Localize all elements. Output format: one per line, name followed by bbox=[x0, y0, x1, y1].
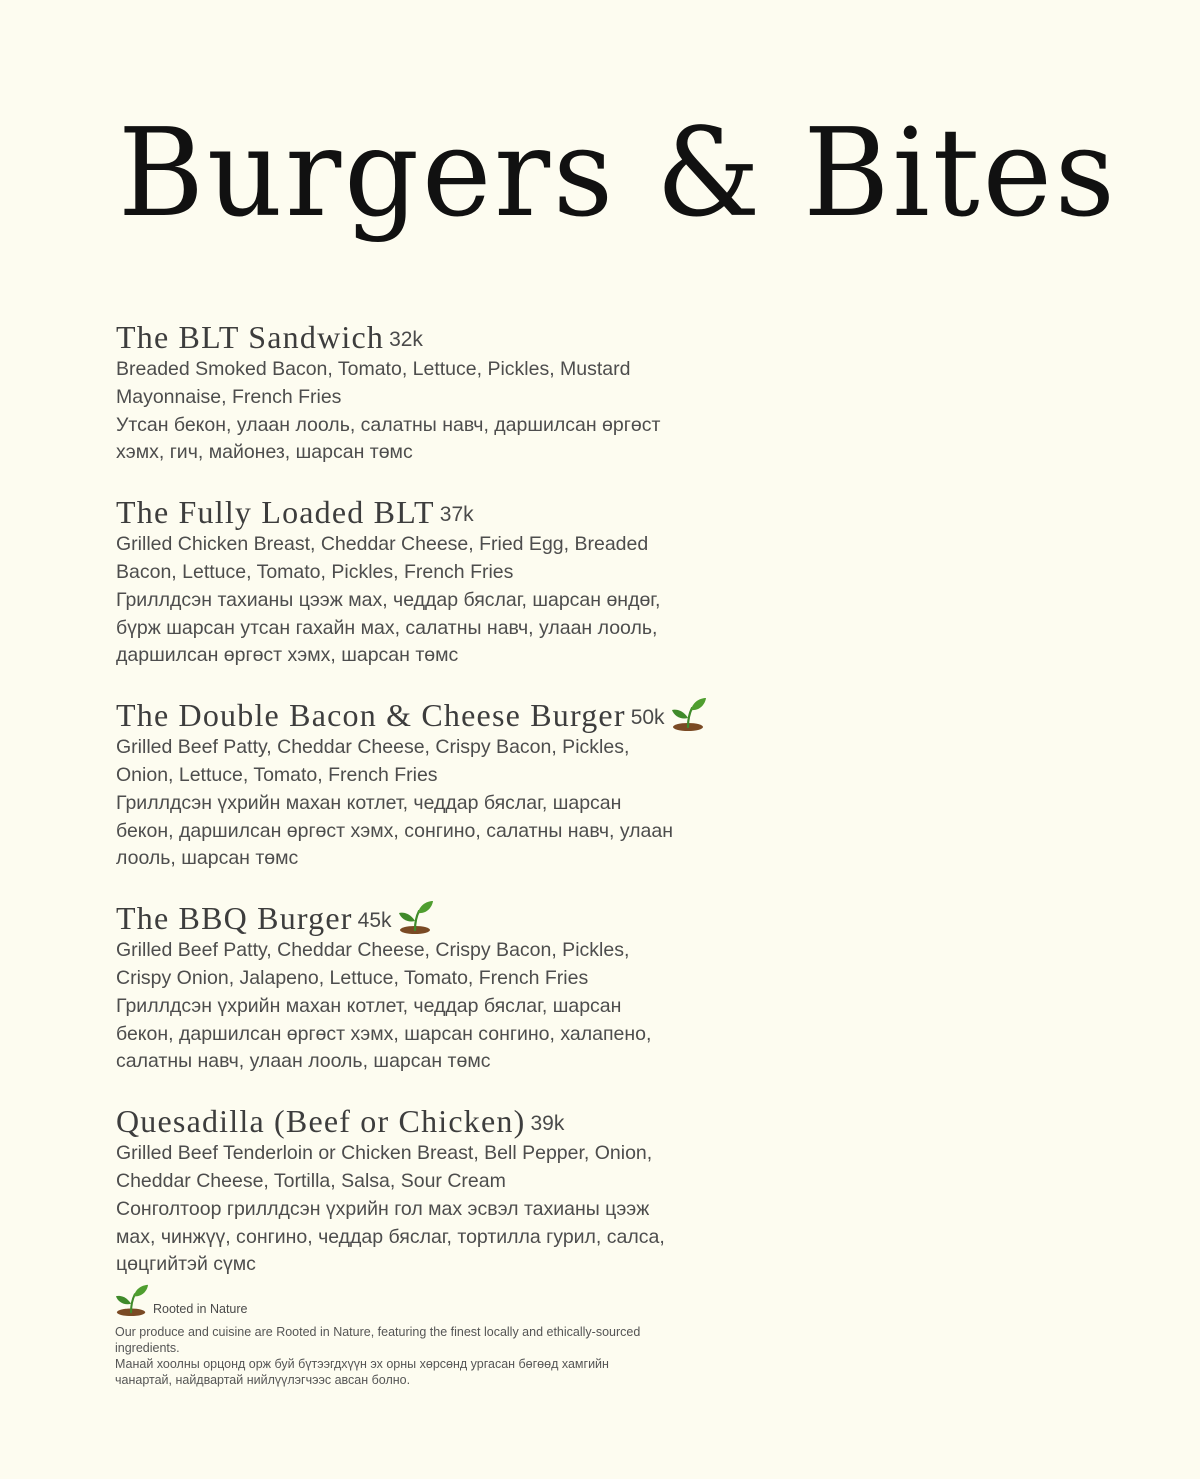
page-title: Burgers & Bites bbox=[118, 102, 1118, 244]
item-name: Quesadilla (Beef or Chicken) bbox=[116, 1103, 526, 1140]
item-description-mn: Утсан бекон, улаан лооль, салатны навч, даршилсан өргөст хэмх, гич, майонез, шарсан төмс bbox=[116, 413, 661, 464]
item-description-en: Grilled Chicken Breast, Cheddar Cheese, Fried Egg, Breaded Bacon, Lettuce, Tomato, Pickles, French Fries bbox=[116, 533, 649, 583]
footnote-text-mn: Манай хоолны орцонд орж буй бүтээгдхүүн эх орны хөрсөнд ургасан бөгөөд хамгийн чанартай, найдвартай нийлүүлэгчээс авсан болно. bbox=[115, 1357, 609, 1387]
item-heading bbox=[116, 318, 736, 356]
menu-item bbox=[116, 696, 736, 873]
item-name: The BLT Sandwich bbox=[116, 319, 385, 355]
item-description-en: Grilled Beef Tenderloin or Chicken Breast, Bell Pepper, Onion, Cheddar Cheese, Tortilla, Salsa, Sour Cream bbox=[116, 1142, 653, 1192]
footnote-heading bbox=[115, 1283, 675, 1317]
item-price: 37k bbox=[439, 503, 474, 527]
menu-item bbox=[116, 1102, 736, 1279]
menu-item bbox=[116, 493, 736, 670]
sprout-icon bbox=[671, 696, 707, 732]
item-heading bbox=[116, 696, 736, 734]
item-description-mn: Гриллдсэн үхрийн махан котлет, чеддар бяслаг, шарсан бекон, даршилсан өргөст хэмх, сонгино, салатны навч, улаан лооль, шарсан төмс bbox=[116, 791, 674, 870]
sprout-icon bbox=[115, 1283, 149, 1317]
sprout-icon bbox=[398, 899, 434, 935]
item-price: 50k bbox=[630, 706, 665, 730]
item-price: 32k bbox=[389, 328, 423, 351]
item-description-mn: Гриллдсэн үхрийн махан котлет, чеддар бяслаг, шарсан бекон, даршилсан өргөст хэмх, шарсан сонгино, халапено, салатны навч, улаан лооль, шарсан төмс bbox=[116, 994, 652, 1073]
item-description-en: Grilled Beef Patty, Cheddar Cheese, Crispy Bacon, Pickles, Crispy Onion, Jalapeno, Lettuce, Tomato, French Fries bbox=[116, 939, 630, 989]
menu-list bbox=[116, 318, 736, 1305]
footnote-text-en: Our produce and cuisine are Rooted in Nature, featuring the finest locally and ethically-sourced ingredients. bbox=[115, 1325, 641, 1355]
menu-item bbox=[116, 899, 736, 1076]
item-heading bbox=[116, 899, 736, 937]
item-description-mn: Гриллдсэн тахианы цээж мах, чеддар бяслаг, шарсан өндөг, бүрж шарсан утсан гахайн мах, салатны навч, улаан лооль, даршилсан өргөст хэмх, шарсан төмс bbox=[116, 588, 661, 667]
item-name: The Fully Loaded BLT bbox=[116, 494, 435, 531]
menu-item bbox=[116, 318, 736, 467]
item-name: The Double Bacon & Cheese Burger bbox=[116, 697, 626, 734]
item-name: The BBQ Burger bbox=[116, 900, 353, 937]
rooted-in-nature-note bbox=[115, 1283, 675, 1388]
item-description-en: Breaded Smoked Bacon, Tomato, Lettuce, Pickles, Mustard Mayonnaise, French Fries bbox=[116, 358, 631, 408]
item-price: 45k bbox=[357, 909, 392, 933]
item-heading bbox=[116, 493, 736, 531]
item-description-en: Grilled Beef Patty, Cheddar Cheese, Crispy Bacon, Pickles, Onion, Lettuce, Tomato, French Fries bbox=[116, 736, 630, 786]
item-price: 39k bbox=[530, 1112, 565, 1136]
footnote-title: Rooted in Nature bbox=[153, 1302, 248, 1316]
item-heading bbox=[116, 1102, 736, 1140]
item-description-mn: Сонголтоор гриллдсэн үхрийн гол мах эсвэл тахианы цээж мах, чинжүү, сонгино, чеддар бяслаг, тортилла гурил, салса, цөцгийтэй сүмс bbox=[116, 1197, 665, 1276]
